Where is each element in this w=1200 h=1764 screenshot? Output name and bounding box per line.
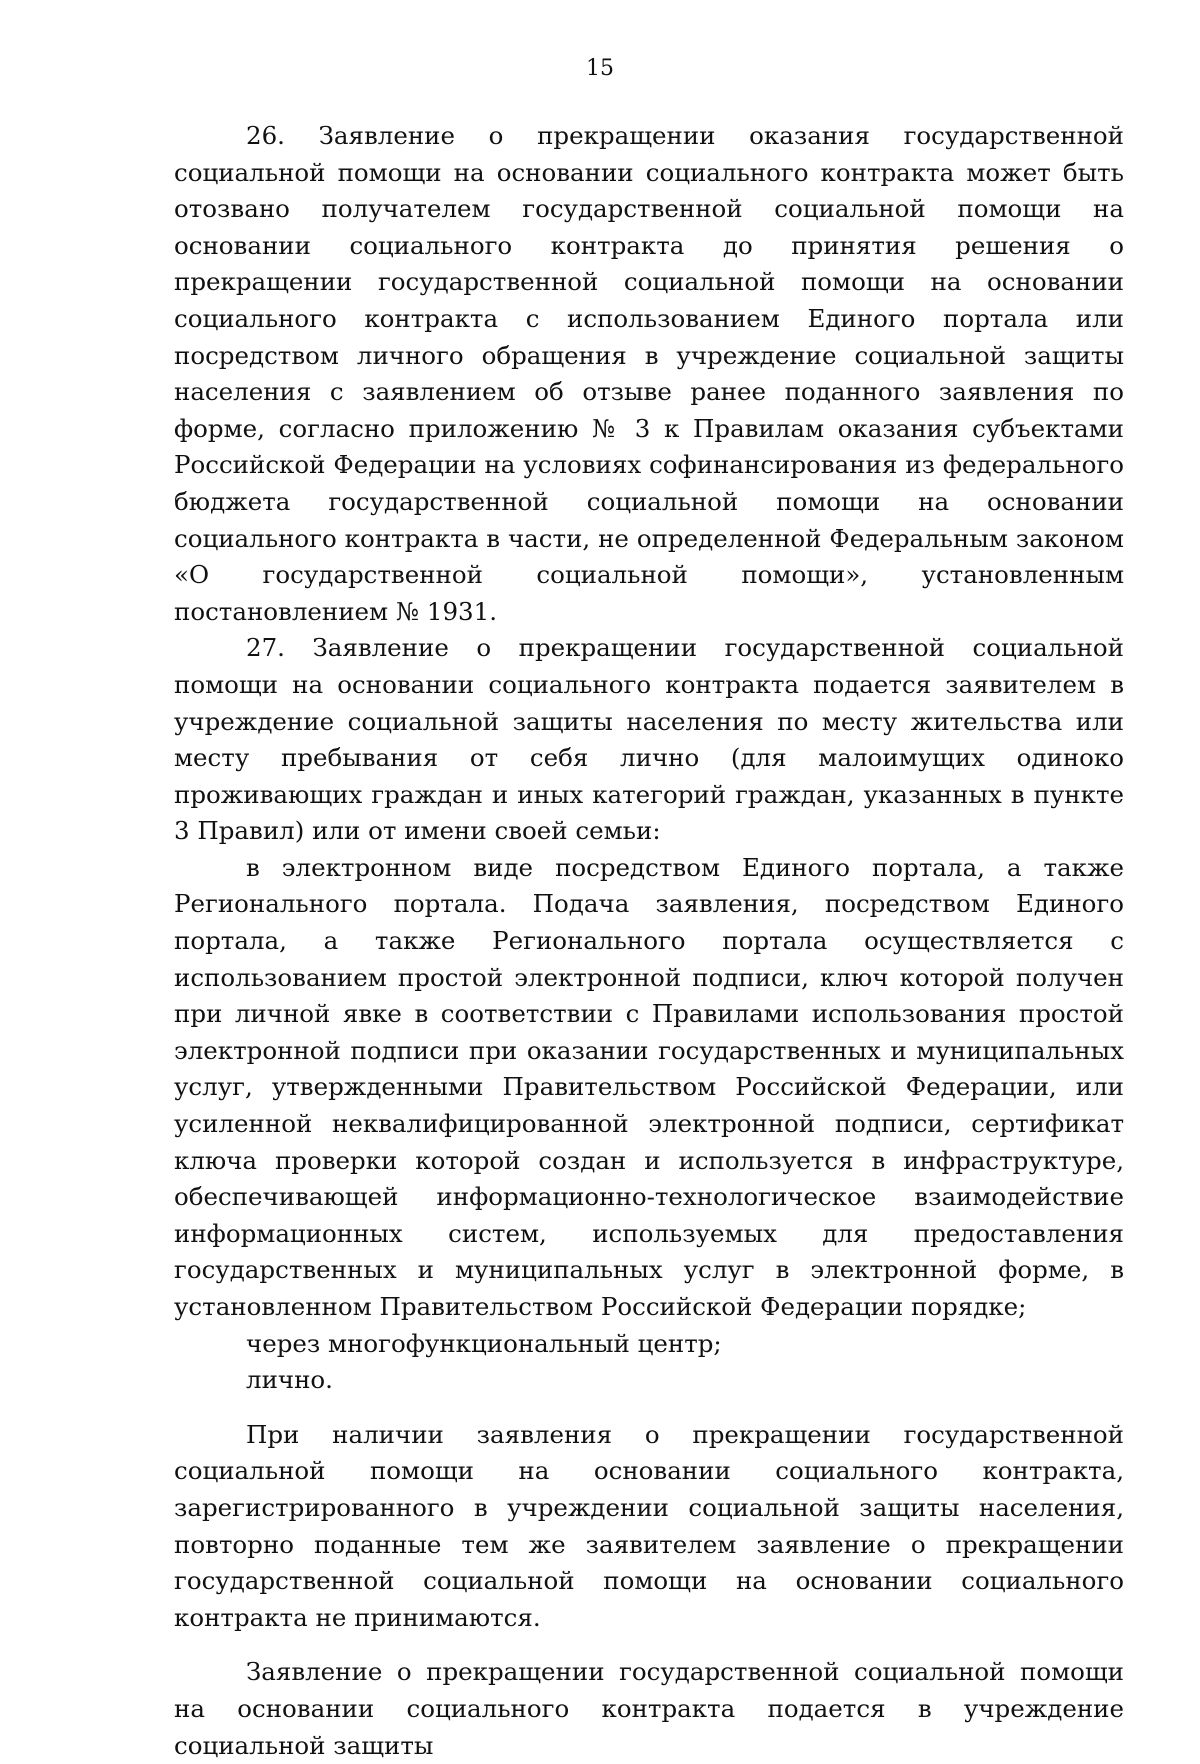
paragraph-27: 27. Заявление о прекращении государственной социальной помощи на основании социального контракта подается заявителем в учреждение социальной защиты населения по месту жительства или месту пребывания от себя лично (для малоимущих одиноко проживающих граждан и иных категорий граждан, указанных в пункте 3 Правил) или от имени своей семьи:: [174, 633, 1124, 846]
paragraph-26: 26. Заявление о прекращении оказания государственной социальной помощи на основании социального контракта может быть отозвано получателем государственной социальной помощи на основании социального контракта до принятия решения о прекращении государственной социальной помощи на основании социального контракта с использованием Единого портала или посредством личного обращения в учреждение социальной защиты населения с заявлением об отзыве ранее поданного заявления по форме, согласно приложению № 3 к Правилам оказания субъектами Российской Федерации на условиях софинансирования из федерального бюджета государственной социальной помощи на основании социального контракта в части, не определенной Федеральным законом «О государственной социальной помощи», установленным постановлением № 1931.: [174, 121, 1124, 626]
paragraph-personal-submission: лично.: [246, 1365, 333, 1395]
document-body: [174, 118, 1124, 1764]
paragraph-repeat-application: При наличии заявления о прекращении государственной социальной помощи на основании социального контракта, зарегистрированного в учреждении социальной защиты населения, повторно поданные тем же заявителем заявление о прекращении государственной социальной помощи на основании социального контракта не принимаются.: [174, 1419, 1124, 1632]
paragraph-application-venue: Заявление о прекращении государственной социальной помощи на основании социального контракта подается в учреждение социальной защиты: [174, 1657, 1124, 1760]
paragraph-electronic-submission: в электронном виде посредством Единого портала, а также Регионального портала. Подача заявления, посредством Единого портала, а также Регионального портала осуществляется с использованием простой электронной подписи, ключ которой получен при личной явке в соответствии с Правилами использования простой электронной подписи при оказании государственных и муниципальных услуг, утвержденными Правительством Российской Федерации, или усиленной неквалифицированной электронной подписи, сертификат ключа проверки которой создан и используется в инфраструктуре, обеспечивающей информационно-технологическое взаимодействие информационных систем, используемых для предоставления государственных и муниципальных услуг в электронной форме, в установленном Правительством Российской Федерации порядке;: [174, 852, 1124, 1321]
paragraph-mfc-submission: через многофункциональный центр;: [246, 1328, 722, 1358]
page-number: 15: [586, 56, 614, 81]
